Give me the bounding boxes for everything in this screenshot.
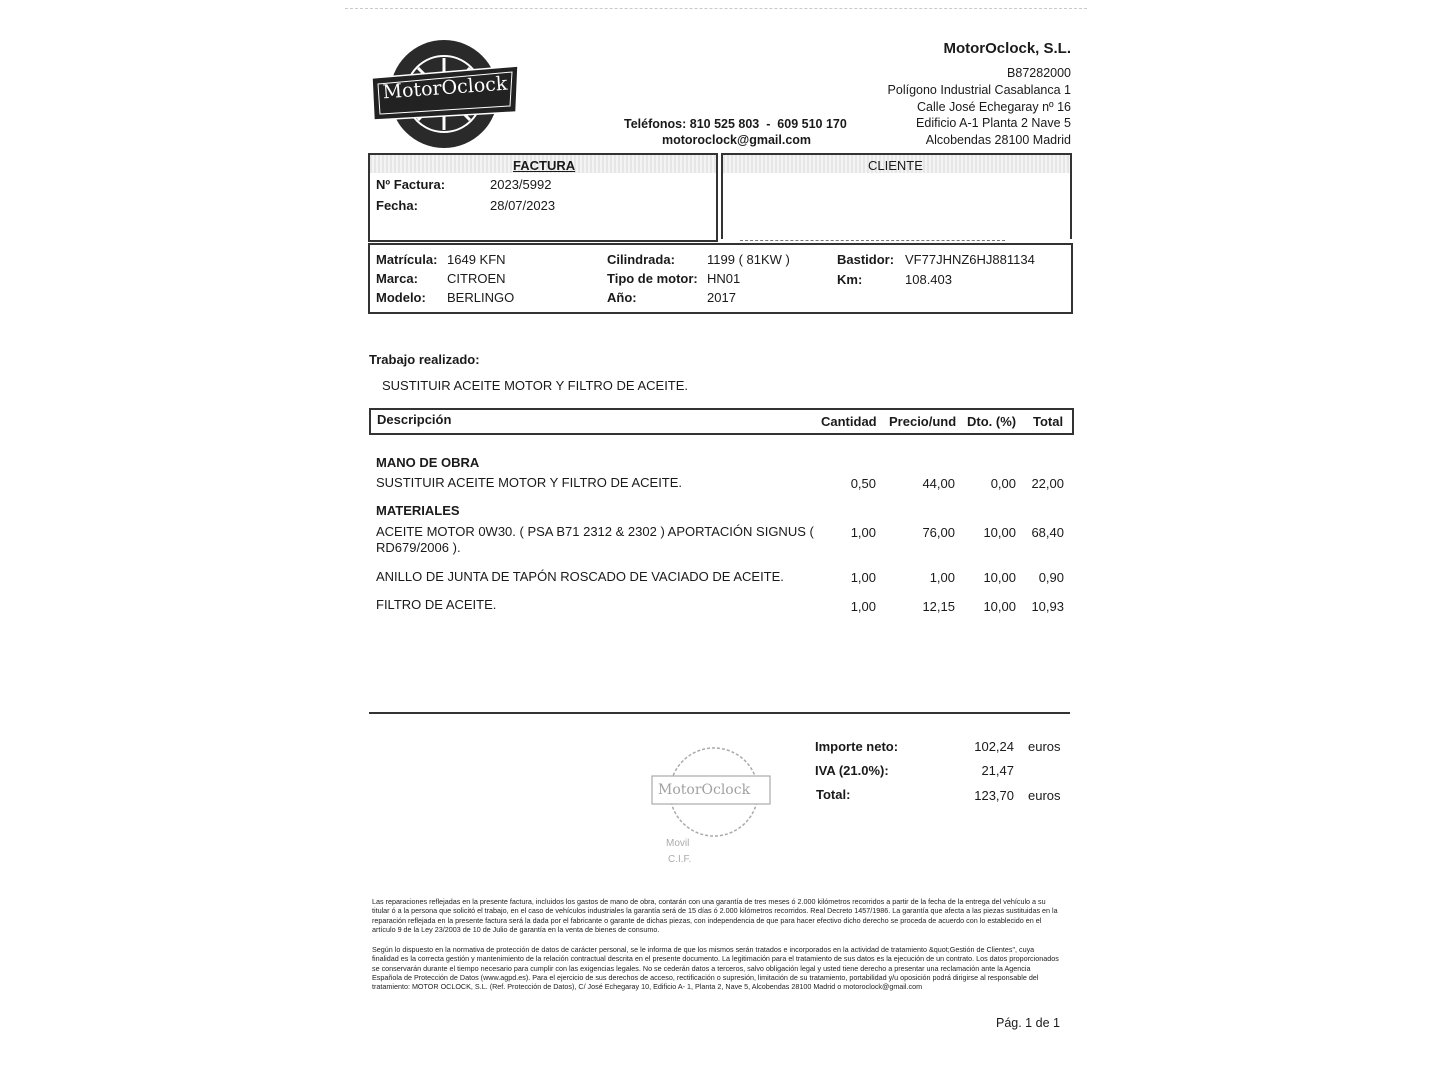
material-row-3-price: 12,15 xyxy=(922,599,955,614)
section-materials: MATERIALES xyxy=(376,503,460,518)
km-value: 108.403 xyxy=(905,272,952,287)
company-email: motoroclock@gmail.com xyxy=(662,133,812,147)
material-row-2-discount: 10,00 xyxy=(983,570,1016,585)
vehicle-box xyxy=(368,243,1073,314)
work-done-description: SUSTITUIR ACEITE MOTOR Y FILTRO DE ACEITE. xyxy=(382,378,689,393)
net-amount-value: 102,24 xyxy=(974,739,1014,754)
total-unit: euros xyxy=(1028,788,1061,803)
logo-text: MotorOclock xyxy=(381,72,509,104)
material-row-1-discount: 10,00 xyxy=(983,525,1016,540)
client-box xyxy=(721,153,1072,239)
invoice-date-label: Fecha: xyxy=(376,198,418,213)
company-cif: B87282000 xyxy=(1007,66,1071,80)
brand-value: CITROEN xyxy=(447,271,506,286)
material-row-2-price: 1,00 xyxy=(929,570,955,585)
invoice-number-label: Nº Factura: xyxy=(376,177,446,192)
invoice-heading: FACTURA xyxy=(513,158,576,173)
client-heading: CLIENTE xyxy=(868,158,923,173)
work-done-label: Trabajo realizado: xyxy=(369,352,480,367)
vin-label: Bastidor: xyxy=(837,252,895,267)
company-stamp xyxy=(648,742,778,872)
total-label: Total: xyxy=(816,787,851,802)
labor-row-total: 22,00 xyxy=(1031,476,1064,491)
stamp-line-1: Movil xyxy=(666,838,690,849)
model-value: BERLINGO xyxy=(447,290,515,305)
labor-row-price: 44,00 xyxy=(922,476,955,491)
brand-label: Marca: xyxy=(376,271,418,286)
plate-label: Matrícula: xyxy=(376,252,438,267)
scan-top-edge xyxy=(345,8,1087,9)
client-box-bottom-edge xyxy=(740,240,1005,241)
header-quantity: Cantidad xyxy=(821,414,877,429)
section-labor: MANO DE OBRA xyxy=(376,455,480,470)
displacement-value: 1199 ( 81KW ) xyxy=(707,252,790,267)
material-row-1-desc-line2: RD679/2006 ). xyxy=(376,540,461,555)
company-name: MotorOclock, S.L. xyxy=(943,40,1071,57)
year-value: 2017 xyxy=(707,290,736,305)
material-row-1-qty: 1,00 xyxy=(850,525,876,540)
vat-label: IVA (21.0%): xyxy=(815,763,889,778)
stamp-text: MotorOclock xyxy=(658,782,751,798)
company-logo xyxy=(368,38,520,150)
stamp-line-2: C.I.F. xyxy=(668,854,692,865)
header-description: Descripción xyxy=(377,412,452,427)
material-row-2-desc: ANILLO DE JUNTA DE TAPÓN ROSCADO DE VACIADO DE ACEITE. xyxy=(376,569,784,584)
material-row-1-price: 76,00 xyxy=(922,525,955,540)
material-row-3-discount: 10,00 xyxy=(983,599,1016,614)
warranty-notice: Las reparaciones reflejadas en la presente factura, incluidos los gastos de mano de obra, contarán con una garantía de tres meses ó 2.000 kilómetros recorridos a partir de la fecha de la entrega del vehículo a su titular ó a la persona que solicitó el trabajo, en el caso de vehículos industriales la garantía será de 15 días ó 2.000 kilómetros recorridos. Real Decreto 1457/1986. La garantía que afecta a las piezas sustituidas en la reparación reflejada en la presente factura será la dada por el fabricante o garante de dichas piezas, con independencia de que para hacer efectivo dicho derecho se proceda de acuerdo con lo establecido en el artículo 9 de la Ley 23/2003 de 10 de Julio de garantía en la venta de bienes de consumo. xyxy=(372,897,1058,934)
material-row-3-total: 10,93 xyxy=(1031,599,1064,614)
net-amount-unit: euros xyxy=(1028,739,1061,754)
company-address-3: Edificio A-1 Planta 2 Nave 5 xyxy=(916,116,1071,130)
material-row-2-qty: 1,00 xyxy=(850,570,876,585)
engine-type-label: Tipo de motor: xyxy=(607,271,698,286)
km-label: Km: xyxy=(837,272,863,287)
material-row-1-total: 68,40 xyxy=(1031,525,1064,540)
total-value: 123,70 xyxy=(974,788,1014,803)
invoice-date-value: 28/07/2023 xyxy=(490,198,556,213)
labor-row-discount: 0,00 xyxy=(990,476,1016,491)
privacy-notice: Según lo dispuesto en la normativa de protección de datos de carácter personal, se le informa de que los mismos serán tratados e incorporados en la actividad de tratamiento &quot;Gestión de Clientes", cuya finalidad es la correcta gestión y mantenimiento de la relación contractual descrita en el presente documento. La legitimación para el tratamiento de sus datos es la ejecución de un contrato. Los datos proporcionados se conservarán durante el tiempo necesario para cumplir con las exigencias legales. No se cederán datos a terceros, salvo obligación legal y usted tiene derecho a presentar una reclamación ante la Agencia Española de Protección de Datos (www.agpd.es). Para el ejercicio de sus derechos de acceso, rectificación o supresión, limitación de su tratamiento, portabilidad y/u oposición podrá dirigirse al responsable del tratamiento: MOTOR OCLOCK, S.L. (Ref. Protección de Datos), C/ José Echegaray 10, Edificio A- 1, Planta 2, Nave 5, Alcobendas 28100 Madrid o motoroclock@gmail.com xyxy=(372,945,1059,992)
items-table-header xyxy=(369,408,1074,435)
material-row-1-desc-line1: ACEITE MOTOR 0W30. ( PSA B71 2312 & 2302 ) APORTACIÓN SIGNUS ( xyxy=(376,524,814,539)
labor-row-qty: 0,50 xyxy=(850,476,876,491)
material-row-3-desc: FILTRO DE ACEITE. xyxy=(376,597,497,612)
net-amount-label: Importe neto: xyxy=(815,739,899,754)
company-address-4: Alcobendas 28100 Madrid xyxy=(925,133,1071,147)
company-address-1: Polígono Industrial Casablanca 1 xyxy=(887,83,1071,97)
page-number: Pág. 1 de 1 xyxy=(996,1016,1060,1030)
plate-value: 1649 KFN xyxy=(447,252,506,267)
company-address-2: Calle José Echegaray nº 16 xyxy=(917,100,1071,114)
totals-separator xyxy=(369,712,1070,714)
vin-value: VF77JHNZ6HJ881134 xyxy=(905,252,1035,267)
material-row-2-total: 0,90 xyxy=(1038,570,1064,585)
year-label: Año: xyxy=(607,290,637,305)
vat-value: 21,47 xyxy=(981,763,1014,778)
invoice-box xyxy=(368,153,718,242)
invoice-number-value: 2023/5992 xyxy=(490,177,552,192)
material-row-3-qty: 1,00 xyxy=(850,599,876,614)
model-label: Modelo: xyxy=(376,290,426,305)
displacement-label: Cilindrada: xyxy=(607,252,675,267)
header-total: Total xyxy=(1033,414,1064,429)
engine-type-value: HN01 xyxy=(707,271,741,286)
company-phones: Teléfonos: 810 525 803 - 609 510 170 xyxy=(624,117,847,131)
labor-row-desc: SUSTITUIR ACEITE MOTOR Y FILTRO DE ACEITE. xyxy=(376,475,683,490)
header-discount: Dto. (%) xyxy=(967,414,1017,429)
header-unit-price: Precio/und xyxy=(889,414,957,429)
